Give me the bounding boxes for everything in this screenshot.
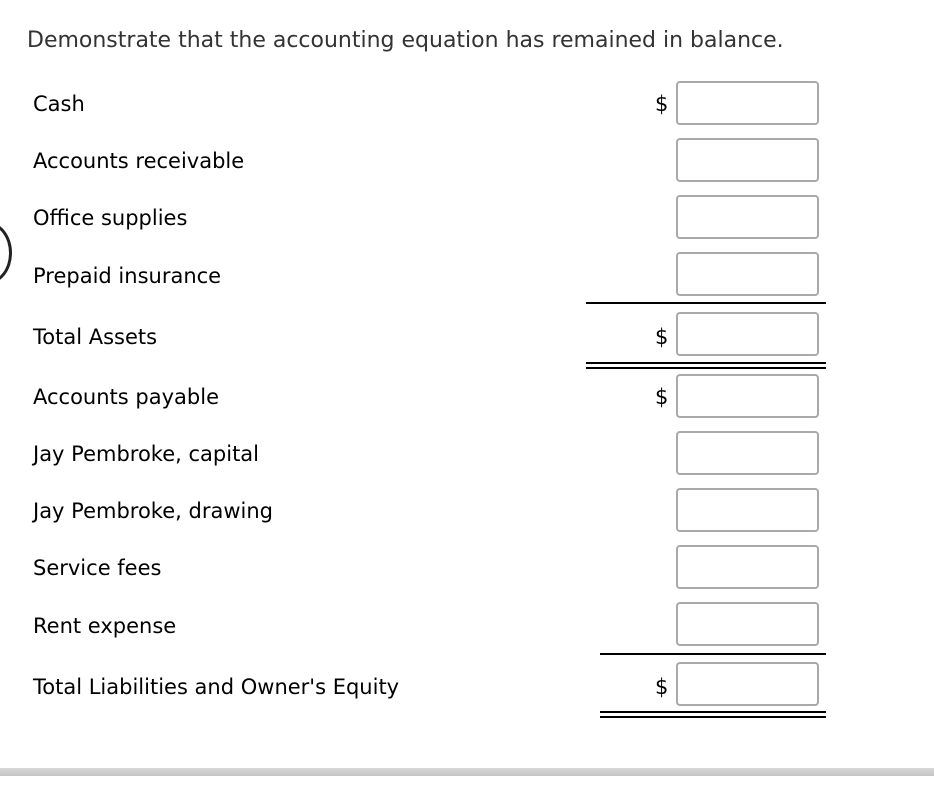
total-liabilities-rule (600, 653, 826, 655)
total-assets-rule (586, 302, 826, 304)
row-label-total-assets: Total Assets (33, 325, 158, 349)
horizontal-scrollbar[interactable] (0, 768, 934, 776)
row-label-prepaid-insurance: Prepaid insurance (33, 264, 222, 288)
partial-circle-icon (0, 222, 12, 284)
drawing-input[interactable] (676, 488, 819, 532)
total-liabilities-double-rule (600, 711, 826, 718)
row-label-total-liabilities-equity: Total Liabilities and Owner's Equity (33, 675, 400, 699)
row-label-drawing: Jay Pembroke, drawing (33, 499, 273, 523)
accounts-receivable-input[interactable] (676, 138, 819, 182)
rent-expense-input[interactable] (676, 602, 819, 646)
accounts-payable-input[interactable] (676, 374, 819, 418)
prepaid-insurance-input[interactable] (676, 252, 819, 296)
dollar-sign-cash: $ (655, 92, 669, 116)
dollar-sign-total-liabilities-equity: $ (655, 675, 669, 699)
row-label-cash: Cash (33, 92, 85, 116)
dollar-sign-accounts-payable: $ (655, 385, 669, 409)
row-label-office-supplies: Office supplies (33, 206, 188, 230)
total-liabilities-equity-input[interactable] (676, 662, 819, 706)
row-label-rent-expense: Rent expense (33, 614, 177, 638)
capital-input[interactable] (676, 431, 819, 475)
row-label-capital: Jay Pembroke, capital (33, 442, 260, 466)
row-label-service-fees: Service fees (33, 556, 162, 580)
question-prompt: Demonstrate that the accounting equation has remained in balance. (27, 28, 784, 53)
row-label-accounts-receivable: Accounts receivable (33, 149, 245, 173)
total-assets-input[interactable] (676, 312, 819, 356)
total-assets-double-rule (586, 362, 826, 369)
row-label-accounts-payable: Accounts payable (33, 385, 219, 409)
service-fees-input[interactable] (676, 545, 819, 589)
dollar-sign-total-assets: $ (655, 325, 669, 349)
office-supplies-input[interactable] (676, 195, 819, 239)
cash-input[interactable] (676, 81, 819, 125)
